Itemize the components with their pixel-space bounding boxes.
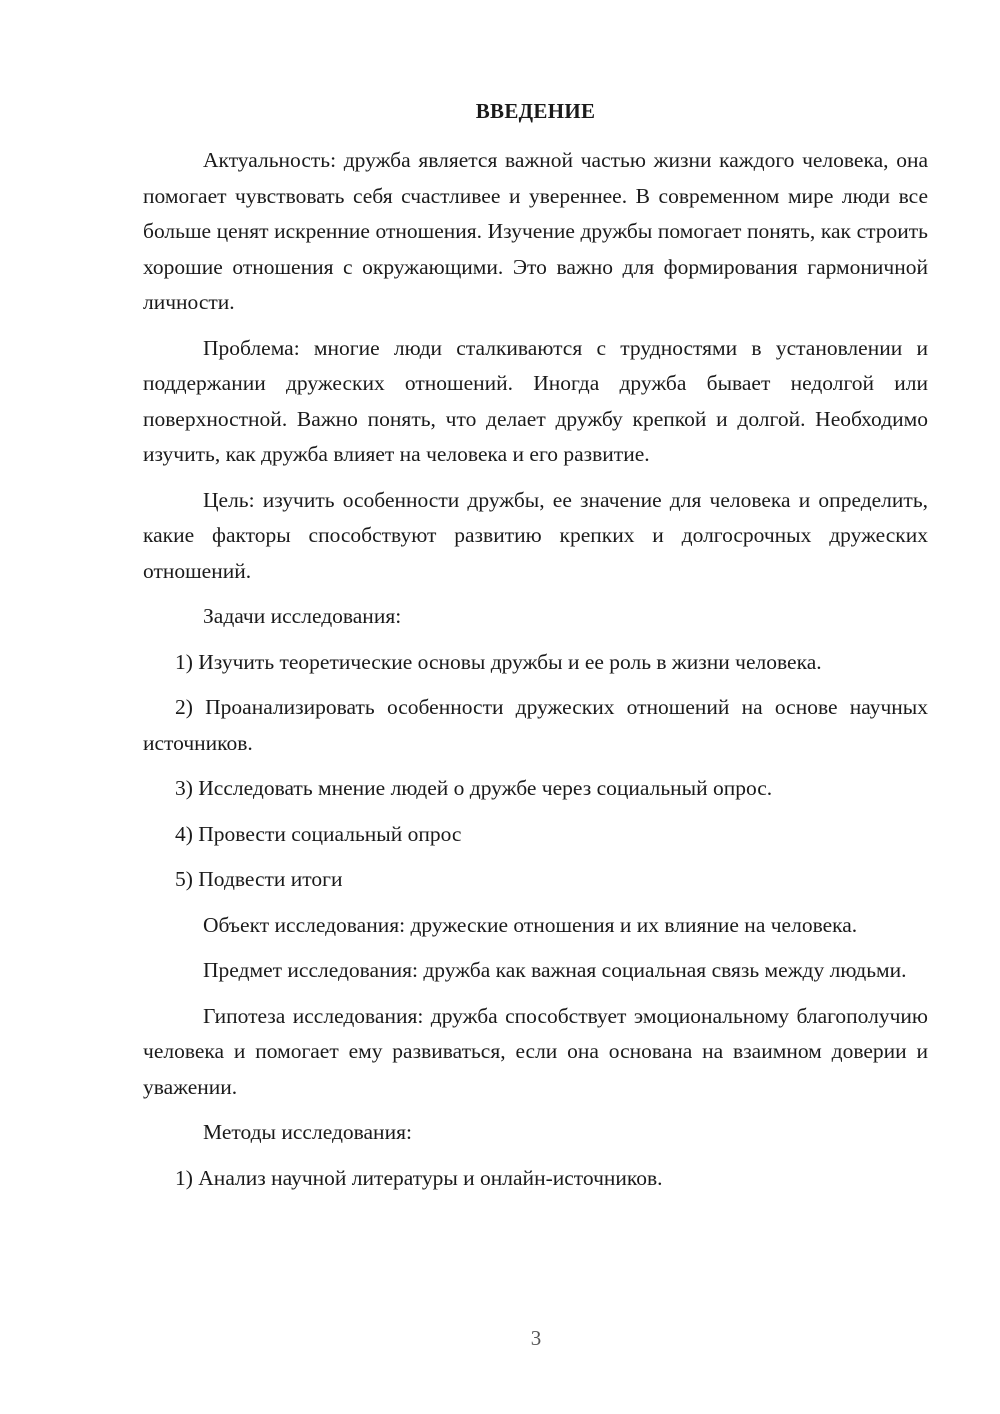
- task-item-2: 2) Проанализировать особенности дружеских отношений на основе научных источников.: [143, 695, 928, 755]
- paragraph-hypothesis: Гипотеза исследования: дружба способствует эмоциональному благополучию человека и помогает ему развиваться, если она основана на взаимном доверии и уважении.: [143, 1003, 928, 1099]
- task-item-3: 3) Исследовать мнение людей о дружбе через социальный опрос.: [175, 776, 773, 800]
- task-item-4: 4) Провести социальный опрос: [175, 821, 462, 846]
- paragraph-object: Объект исследования: дружеские отношения и их влияние на человека.: [203, 912, 858, 937]
- page-number: 3: [530, 1326, 542, 1350]
- paragraph-goal: Цель: изучить особенности дружбы, ее значение для человека и определить, какие факторы способствуют развитию крепких и долгосрочных дружеских отношений.: [143, 487, 928, 583]
- paragraph-relevance: Актуальность: дружба является важной частью жизни каждого человека, она помогает чувствовать себя счастливее и увереннее. В современном мире люди все больше ценят искренние отношения. Изучение дружбы помогает понять, как строить хорошие отношения с окружающими. Это важно для формирования гармоничной личности.: [143, 148, 928, 314]
- paragraph-tasks-heading: Задачи исследования:: [203, 604, 402, 628]
- section-title: ВВЕДЕНИЕ: [475, 99, 596, 123]
- paragraph-subject: Предмет исследования: дружба как важная социальная связь между людьми.: [203, 958, 907, 982]
- method-item-1: 1) Анализ научной литературы и онлайн-источников.: [175, 1165, 663, 1190]
- body-text: [143, 143, 928, 1206]
- task-item-5: 5) Подвести итоги: [175, 867, 343, 891]
- task-item-1: 1) Изучить теоретические основы дружбы и ее роль в жизни человека.: [175, 649, 822, 674]
- paragraph-methods-heading: Методы исследования:: [203, 1120, 412, 1144]
- paragraph-problem: Проблема: многие люди сталкиваются с трудностями в установлении и поддержании дружеских отношений. Иногда дружба бывает недолгой или поверхностной. Важно понять, что делает дружбу крепкой и долгой. Необходимо изучить, как дружба влияет на человека и его развитие.: [143, 335, 928, 466]
